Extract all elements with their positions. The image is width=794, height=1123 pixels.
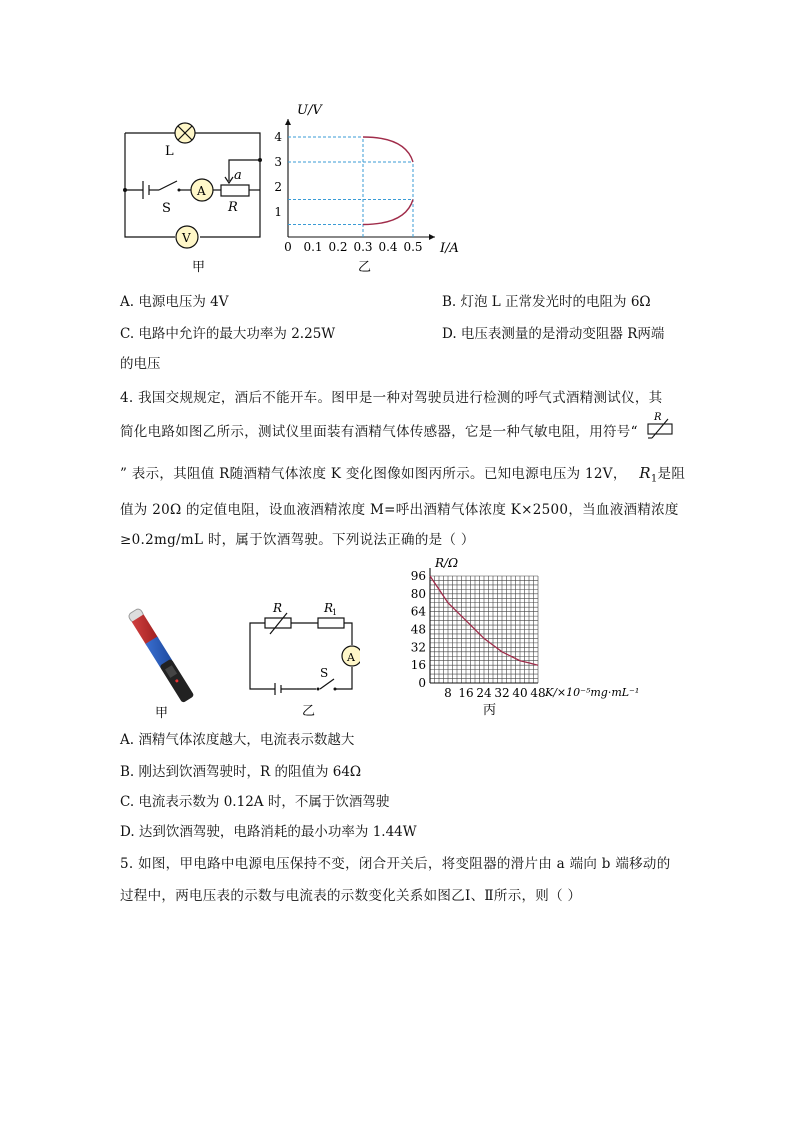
q3-option-d-continued: 的电压 [120,356,161,372]
x-tick-label: 0.5 [403,240,423,254]
y-tick-label: 2 [274,180,282,194]
caption-fig4-bing: 丙 [483,703,497,718]
y-tick-label: 1 [274,205,282,219]
q4-option-c[interactable]: C. 电流表示数为 0.12A 时，不属于饮酒驾驶 [120,794,390,810]
q4-line-4: 值为 20Ω 的定值电阻，设血液酒精浓度 M=呼出酒精气体浓度 K×2500，当血液酒精浓度 [120,502,679,518]
series-2-curve [363,200,413,225]
lamp-symbol [175,123,195,143]
x-axis-label: I/A [440,241,459,256]
switch-label-q4: S [320,666,329,680]
y-tick-label: 4 [274,130,282,144]
caption-jia: 甲 [192,260,206,275]
breathalyzer-illustration [115,600,215,720]
x-tick-label: 16 [458,686,474,700]
q4-option-d[interactable]: D. 达到饮酒驾驶，电路消耗的最小功率为 1.44W [120,824,417,840]
q5-line-2: 过程中，两电压表的示数与电流表的示数变化关系如图乙Ⅰ、Ⅱ所示，则（ ） [120,888,582,904]
switch-label: S [162,201,171,216]
ammeter-label: A [197,184,206,198]
caption-fig4-jia: 甲 [155,706,169,720]
ammeter-label-q4: A [347,651,355,664]
q4-option-a[interactable]: A. 酒精气体浓度越大，电流表示数越大 [120,732,355,748]
rheostat-label: R [228,200,238,215]
caption-fig4-yi: 乙 [302,704,316,719]
y-axis-label: U/V [297,103,322,118]
x-tick-label: 24 [476,686,492,700]
r1-symbol: R [639,464,651,482]
q3-option-b[interactable]: B. 灯泡 L 正常发光时的电阻为 6Ω [442,294,651,310]
gas-sensor-symbol-label: R [654,412,662,423]
chart-ui [270,100,470,275]
x-tick-label: 32 [494,686,510,700]
y-axis-arrow [285,119,291,125]
q4-line-3 [120,462,685,485]
figure-circuit-yi-q4 [240,597,360,720]
y-axis-label-rk: R/Ω [435,556,459,570]
x-tick-label: 0.1 [303,240,323,254]
y-tick-label: 32 [410,640,426,655]
y-tick-label: 64 [410,604,426,619]
gas-sensor-symbol [645,410,675,440]
q4-line-5: ≥0.2mg/mL 时，属于饮酒驾驶。下列说法正确的是（ ） [120,532,475,548]
q3-option-a[interactable]: A. 电源电压为 4V [120,294,229,310]
figure-circuit-jia [115,115,275,275]
q3-option-d[interactable]: D. 电压表测量的是滑动变阻器 R两端 [442,326,665,342]
y-tick-label: 3 [274,155,282,169]
lamp-label: L [165,144,174,159]
x-axis-label-rk: K/×10⁻⁵mg·mL⁻¹ [545,686,640,699]
q4-option-b[interactable]: B. 刚达到饮酒驾驶时，R 的阻值为 64Ω [120,764,362,780]
voltmeter-label: V [182,231,191,245]
q4-line-3-text: ” 表示，其阻值 R随酒精气体浓度 K 变化图像如图丙所示。已知电源电压为 12V， [120,466,627,482]
y-tick-label: 96 [410,569,426,583]
x-tick-label: 0 [284,240,292,254]
x-tick-label: 0.3 [353,240,373,254]
resistor-label-r1-sub: 1 [332,608,338,617]
x-tick-label: 8 [444,686,452,700]
q4-line-1: 4. 我国交规规定，酒后不能开车。图甲是一种对驾驶员进行检测的呼气式酒精测试仪，其 [120,390,663,406]
r1-subscript: 1 [650,473,658,485]
q3-option-c[interactable]: C. 电路中允许的最大功率为 2.25W [120,326,336,342]
chart-r-k [395,555,665,720]
x-tick-label: 0.2 [328,240,348,254]
q4-line-3-tail: 是阻 [657,466,686,482]
x-tick-label: 0.4 [378,240,398,254]
resistor-label-r1: R [324,601,334,615]
y-tick-label: 80 [410,586,426,601]
sensor-label-r: R [273,601,283,615]
x-axis-arrow [429,234,435,240]
y-tick-label: 48 [410,622,426,637]
y-tick-label: 0 [418,676,426,690]
q5-line-1: 5. 如图，甲电路中电源电压保持不变，闭合开关后，将变阻器的滑片由 a 端向 b 端移动的 [120,856,671,872]
x-tick-label: 40 [512,686,528,700]
y-tick-label: 16 [410,658,426,673]
caption-yi: 乙 [358,260,372,275]
series-1-curve [363,137,413,162]
x-tick-label: 48 [530,686,546,700]
slider-label: a [234,168,242,183]
q4-line-2: 简化电路如图乙所示，测试仪里面装有酒精气体传感器，它是一种气敏电阻，用符号“ [120,424,638,440]
